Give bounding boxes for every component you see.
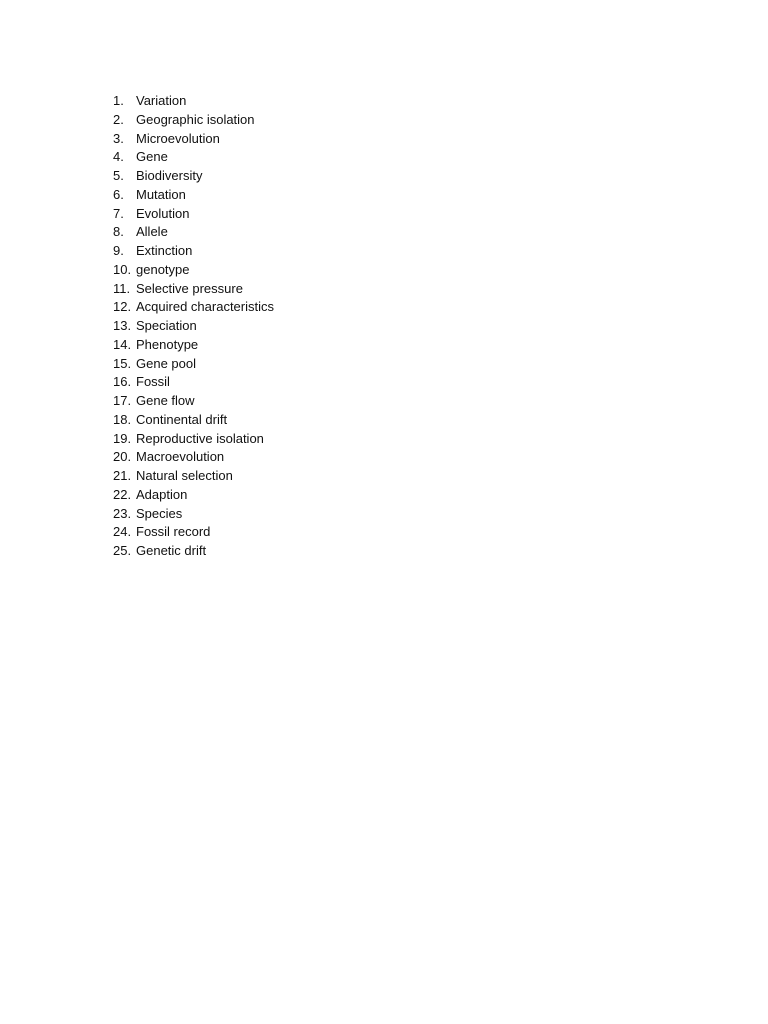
list-item-term: Reproductive isolation xyxy=(136,430,264,446)
list-item-term: Variation xyxy=(136,93,187,108)
list-item xyxy=(113,392,274,411)
list-item-term: Geographic isolation xyxy=(136,111,255,127)
list-item-term: Evolution xyxy=(136,205,190,221)
list-item xyxy=(113,280,274,299)
list-item-number: 9. xyxy=(113,243,124,258)
list-item-number: 4. xyxy=(113,149,124,165)
list-item xyxy=(113,111,274,130)
list-item-number: 25. xyxy=(113,543,132,558)
list-item-term: Genetic drift xyxy=(136,543,207,558)
list-item xyxy=(113,261,274,280)
list-item-term: Extinction xyxy=(136,243,193,258)
list-item-number: 24. xyxy=(113,524,132,540)
list-item-term: Gene flow xyxy=(136,393,195,408)
list-item-term: Gene xyxy=(136,149,168,165)
list-item xyxy=(113,467,274,486)
list-item-term: Allele xyxy=(136,224,168,240)
list-item-term: Fossil xyxy=(136,374,170,390)
list-item xyxy=(113,430,274,449)
vocabulary-list xyxy=(113,92,274,561)
list-item xyxy=(113,505,274,524)
list-item xyxy=(113,411,274,430)
list-item xyxy=(113,317,274,336)
list-item-number: 10. xyxy=(113,261,132,277)
list-item-term: Biodiversity xyxy=(136,168,203,183)
list-item xyxy=(113,298,274,317)
list-item-term: Mutation xyxy=(136,186,186,202)
list-item-number: 13. xyxy=(113,318,132,333)
list-item-term: genotype xyxy=(136,261,190,277)
list-item-number: 18. xyxy=(113,411,132,427)
list-item xyxy=(113,448,274,467)
list-item-number: 11. xyxy=(113,280,131,296)
list-item-number: 3. xyxy=(113,130,124,146)
list-item-number: 8. xyxy=(113,224,124,240)
list-item-number: 14. xyxy=(113,336,132,352)
list-item-number: 12. xyxy=(113,299,132,315)
list-item-number: 19. xyxy=(113,430,132,446)
list-item xyxy=(113,223,274,242)
list-item-number: 15. xyxy=(113,355,132,371)
list-item-number: 6. xyxy=(113,186,124,202)
list-item xyxy=(113,486,274,505)
list-item xyxy=(113,148,274,167)
list-item-term: Species xyxy=(136,505,183,521)
list-item-number: 16. xyxy=(113,374,132,390)
list-item-number: 1. xyxy=(113,93,124,108)
list-item-term: Selective pressure xyxy=(136,280,243,296)
list-item-number: 2. xyxy=(113,111,124,127)
list-item-number: 17. xyxy=(113,393,132,408)
list-item xyxy=(113,205,274,224)
list-item xyxy=(113,167,274,186)
list-item-term: Gene pool xyxy=(136,355,196,371)
list-item-number: 23. xyxy=(113,505,132,521)
list-item-term: Adaption xyxy=(136,486,188,502)
list-item-term: Natural selection xyxy=(136,468,233,483)
list-item-term: Speciation xyxy=(136,318,197,333)
list-item xyxy=(113,523,274,542)
list-item-number: 22. xyxy=(113,486,132,502)
list-item xyxy=(113,373,274,392)
list-item-term: Fossil record xyxy=(136,524,211,540)
list-item xyxy=(113,355,274,374)
list-item xyxy=(113,186,274,205)
list-item-number: 20. xyxy=(113,449,132,465)
list-item-term: Phenotype xyxy=(136,336,199,352)
list-item-number: 7. xyxy=(113,205,124,221)
list-item xyxy=(113,92,274,111)
list-item xyxy=(113,242,274,261)
list-item xyxy=(113,542,274,561)
list-item-term: Continental drift xyxy=(136,411,228,427)
list-item xyxy=(113,336,274,355)
list-item xyxy=(113,130,274,149)
list-item-number: 21. xyxy=(113,468,132,483)
list-item-number: 5. xyxy=(113,168,124,183)
list-item-term: Microevolution xyxy=(136,130,220,146)
list-item-term: Macroevolution xyxy=(136,449,225,465)
list-item-term: Acquired characteristics xyxy=(136,299,274,315)
